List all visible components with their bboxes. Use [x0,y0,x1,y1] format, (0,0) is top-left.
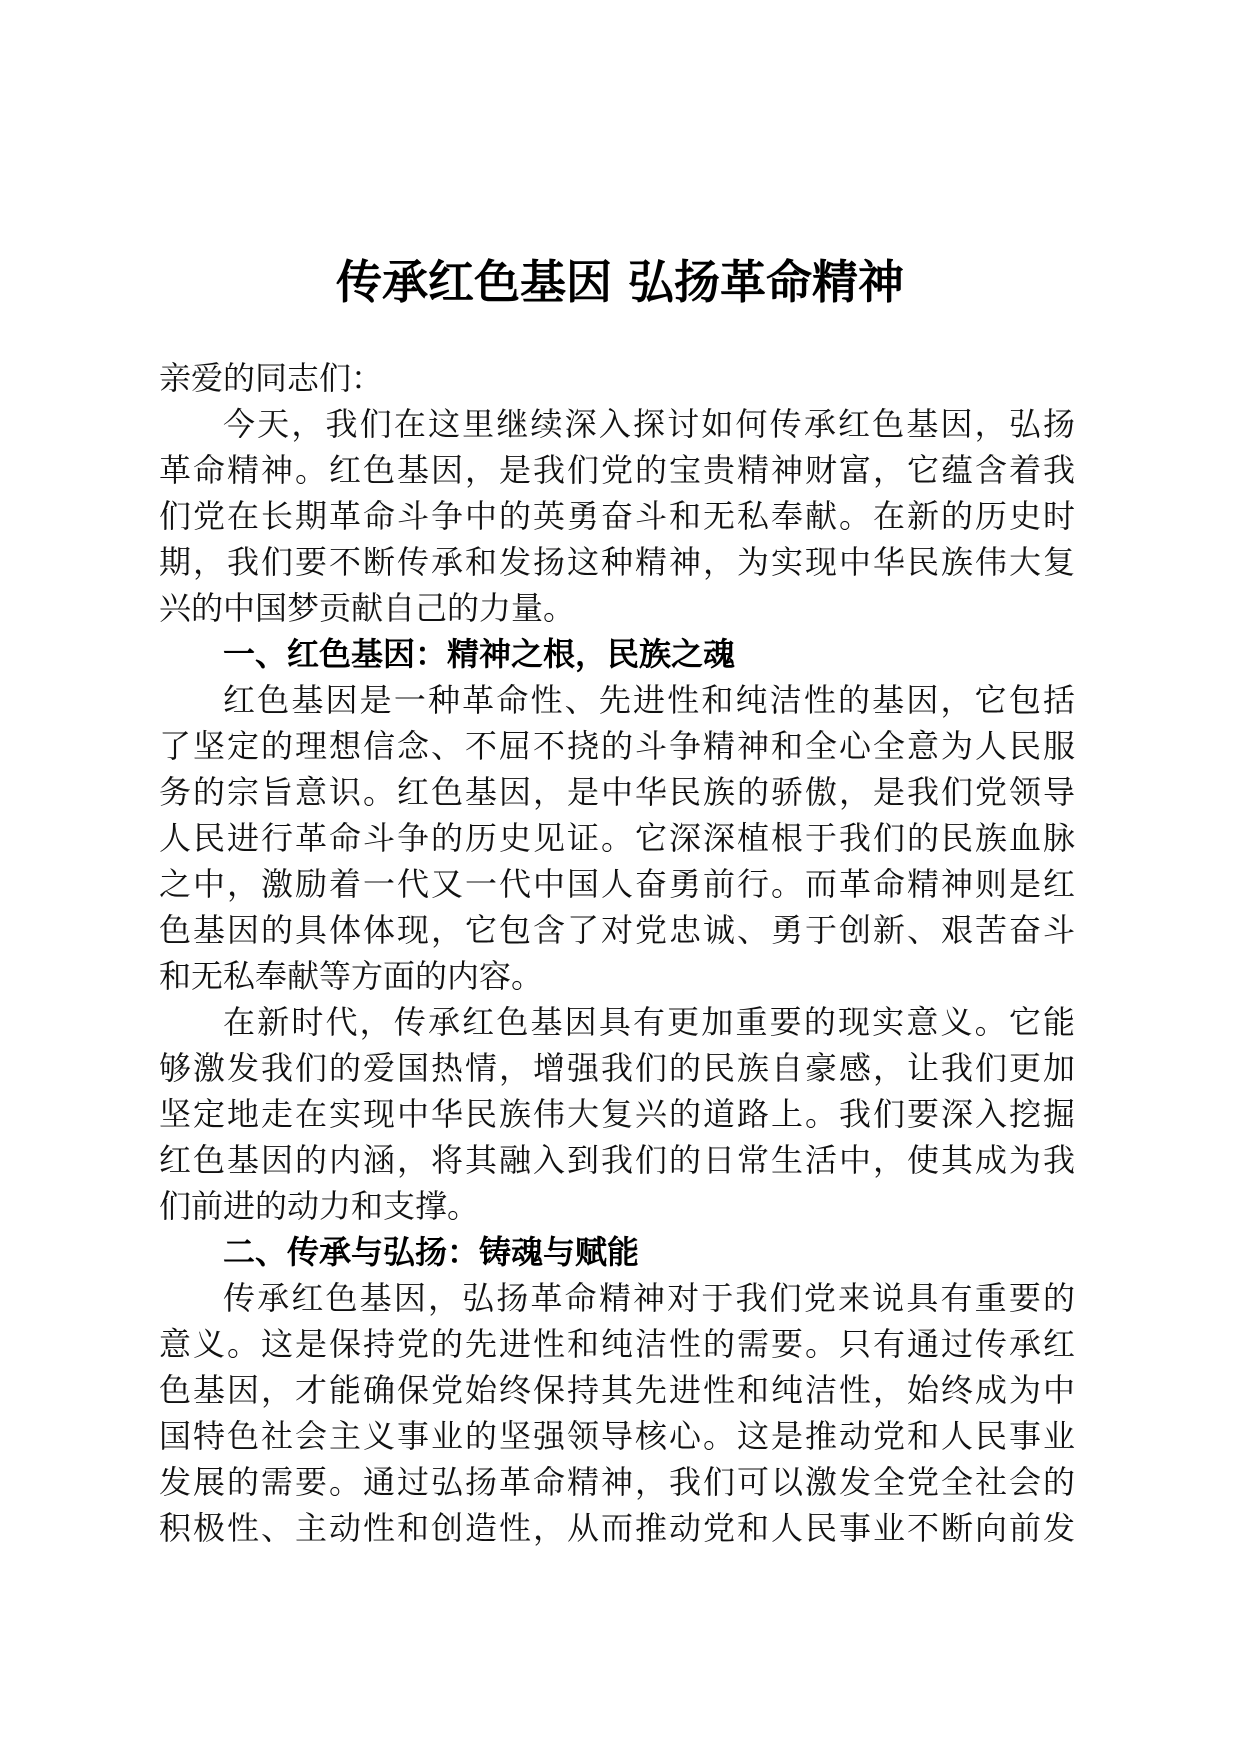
paragraph-line: 发展的需要。通过弘扬革命精神，我们可以激发全党全社会的 [159,1463,1075,1501]
paragraph-line: 兴的中国梦贡献自己的力量。 [159,589,576,627]
document-title: 传承红色基因 弘扬革命精神 [335,255,904,309]
paragraph-line: 传承红色基因，弘扬革命精神对于我们党来说具有重要的 [223,1279,1075,1317]
paragraph-line: 红色基因是一种革命性、先进性和纯洁性的基因，它包括 [223,681,1075,719]
paragraph-line: 人民进行革命斗争的历史见证。它深深植根于我们的民族血脉 [159,819,1075,857]
paragraph-line: 和无私奉献等方面的内容。 [159,957,544,995]
paragraph-line: 国特色社会主义事业的坚强领导核心。这是推动党和人民事业 [159,1417,1075,1455]
salutation-line: 亲爱的同志们： [159,359,384,397]
paragraph-line: 期，我们要不断传承和发扬这种精神，为实现中华民族伟大复 [159,543,1075,581]
paragraph-line: 务的宗旨意识。红色基因，是中华民族的骄傲，是我们党领导 [159,773,1075,811]
paragraph-line: 红色基因的内涵，将其融入到我们的日常生活中，使其成为我 [159,1141,1075,1179]
paragraph-line: 在新时代，传承红色基因具有更加重要的现实意义。它能 [223,1003,1075,1041]
paragraph-line: 之中，激励着一代又一代中国人奋勇前行。而革命精神则是红 [159,865,1075,903]
paragraph-line: 够激发我们的爱国热情，增强我们的民族自豪感，让我们更加 [159,1049,1075,1087]
paragraph-line: 积极性、主动性和创造性，从而推动党和人民事业不断向前发 [159,1509,1075,1547]
paragraph-line: 了坚定的理想信念、不屈不挠的斗争精神和全心全意为人民服 [159,727,1075,765]
paragraph-line: 今天，我们在这里继续深入探讨如何传承红色基因，弘扬 [223,405,1075,443]
paragraph-line: 坚定地走在实现中华民族伟大复兴的道路上。我们要深入挖掘 [159,1095,1075,1133]
paragraph-line: 色基因的具体体现，它包含了对党忠诚、勇于创新、艰苦奋斗 [159,911,1075,949]
paragraph-line: 们党在长期革命斗争中的英勇奋斗和无私奉献。在新的历史时 [159,497,1075,535]
section-heading: 二、传承与弘扬：铸魂与赋能 [223,1233,640,1271]
section-heading: 一、红色基因：精神之根，民族之魂 [223,635,736,673]
paragraph-line: 革命精神。红色基因，是我们党的宝贵精神财富，它蕴含着我 [159,451,1075,489]
paragraph-line: 色基因，才能确保党始终保持其先进性和纯洁性，始终成为中 [159,1371,1075,1409]
paragraph-line: 们前进的动力和支撑。 [159,1187,480,1225]
paragraph-line: 意义。这是保持党的先进性和纯洁性的需要。只有通过传承红 [159,1325,1075,1363]
